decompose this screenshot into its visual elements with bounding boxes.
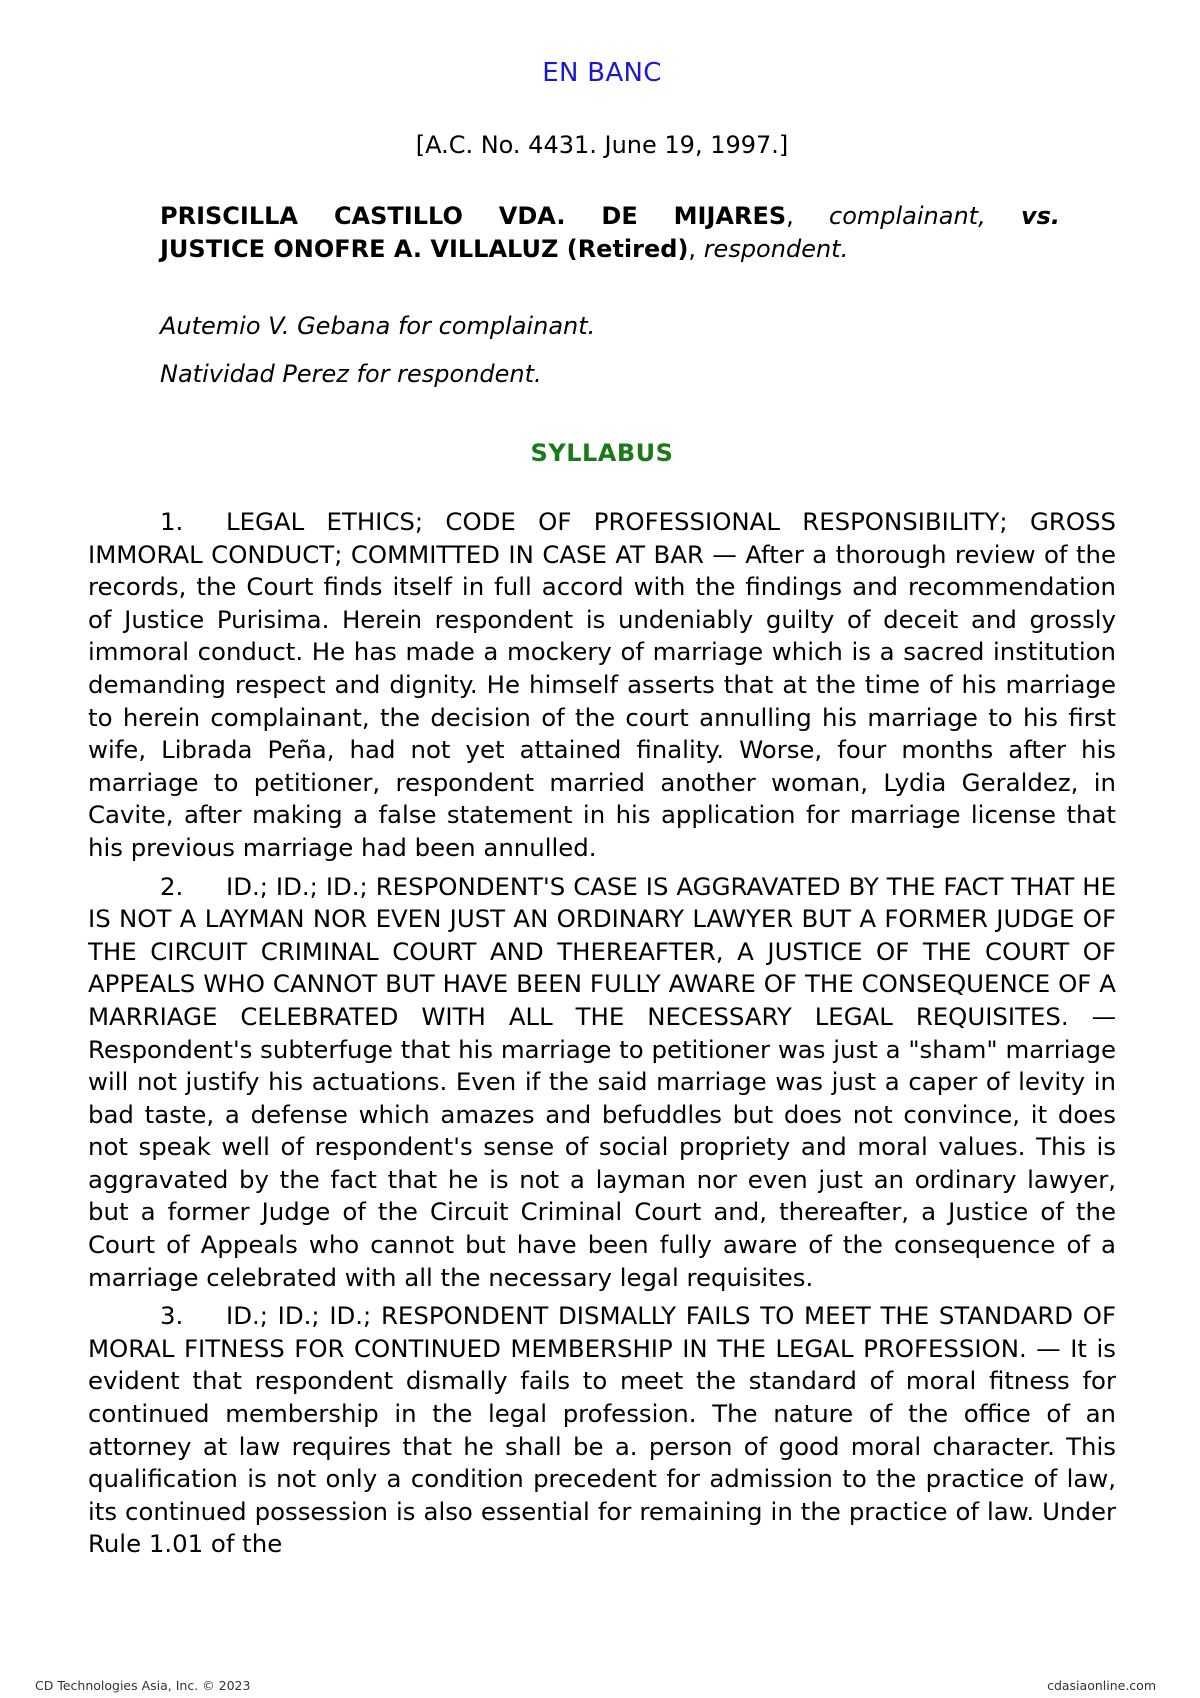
parties-line-1: PRISCILLA CASTILLO VDA. DE MIJARES, complainant, vs. <box>160 202 1060 230</box>
case-parties <box>160 200 1060 266</box>
versus-label: vs. <box>1020 202 1060 230</box>
syllabus-item-number: 2. <box>160 871 184 901</box>
syllabus-heading: SYLLABUS <box>530 439 674 467</box>
respondent-role: respondent. <box>703 235 849 263</box>
complainant-name: PRISCILLA CASTILLO VDA. DE MIJARES <box>160 202 787 230</box>
syllabus-item-text: LEGAL ETHICS; CODE OF PROFESSIONAL RESPONSIBILITY; GROSS IMMORAL CONDUCT; COMMITTED IN CASE AT BAR — After a thorough review of the records, the Court finds itself in full accord with the findings and recommendation of Justice Purisima. Herein respondent is undeniably guilty of deceit and grossly immoral conduct. He has made a mockery of marriage which is a sacred institution demanding respect and dignity. He himself asserts that at the time of his marriage to herein complainant, the decision of the court annulling his marriage to his first wife, Librada Peña, had not yet attained finality. Worse, four months after his marriage to petitioner, respondent married another woman, Lydia Geraldez, in Cavite, after making a false statement in his application for marriage license that his previous marriage had been annulled. <box>88 507 1116 862</box>
counsel-for-complainant: Autemio V. Gebana for complainant. <box>160 312 596 340</box>
parties-line-2: JUSTICE ONOFRE A. VILLALUZ (Retired), respondent. <box>160 235 849 263</box>
syllabus-item-text: ID.; ID.; ID.; RESPONDENT DISMALLY FAILS TO MEET THE STANDARD OF MORAL FITNESS FOR CONTINUED MEMBERSHIP IN THE LEGAL PROFESSION. — It is evident that respondent dismally fails to meet the standard of moral fitness for continued membership in the legal profession. The nature of the office of an attorney at law requires that he shall be a. person of good moral character. This qualification is not only a condition precedent for admission to the practice of law, its continued possession is also essential for remaining in the practice of law. Under Rule 1.01 of the <box>88 1301 1116 1559</box>
counsel-for-respondent: Natividad Perez for respondent. <box>160 360 542 388</box>
syllabus-item-number: 1. <box>160 507 184 536</box>
syllabus-body <box>88 506 1116 1567</box>
syllabus-item <box>88 1300 1116 1561</box>
footer-copyright: CD Technologies Asia, Inc. © 2023 <box>35 1678 251 1693</box>
respondent-name: JUSTICE ONOFRE A. VILLALUZ (Retired) <box>160 235 689 263</box>
syllabus-item <box>88 506 1116 865</box>
court-division-heading: EN BANC <box>542 58 662 88</box>
syllabus-item-number: 3. <box>160 1301 184 1331</box>
syllabus-item <box>88 871 1116 1295</box>
footer-website: cdasiaonline.com <box>1047 1678 1156 1693</box>
complainant-role: complainant, <box>829 202 986 230</box>
syllabus-item-text: ID.; ID.; ID.; RESPONDENT'S CASE IS AGGRAVATED BY THE FACT THAT HE IS NOT A LAYMAN NOR EVEN JUST AN ORDINARY LAWYER BUT A FORMER JUDGE OF THE CIRCUIT CRIMINAL COURT AND THEREAFTER, A JUSTICE OF THE COURT OF APPEALS WHO CANNOT BUT HAVE BEEN FULLY AWARE OF THE CONSEQUENCE OF A MARRIAGE CELEBRATED WITH ALL THE NECESSARY LEGAL REQUISITES. — Respondent's subterfuge that his marriage to petitioner was just a "sham" marriage will not justify his actuations. Even if the said marriage was just a caper of levity in bad taste, a defense which amazes and befuddles but does not convince, it does not speak well of respondent's sense of social propriety and moral values. This is aggravated by the fact that he is not a layman nor even just an ordinary lawyer, but a former Judge of the Circuit Criminal Court and, thereafter, a Justice of the Court of Appeals who cannot but have been fully aware of the consequence of a marriage celebrated with all the necessary legal requisites. <box>88 871 1116 1292</box>
case-number: [A.C. No. 4431. June 19, 1997.] <box>415 131 789 159</box>
